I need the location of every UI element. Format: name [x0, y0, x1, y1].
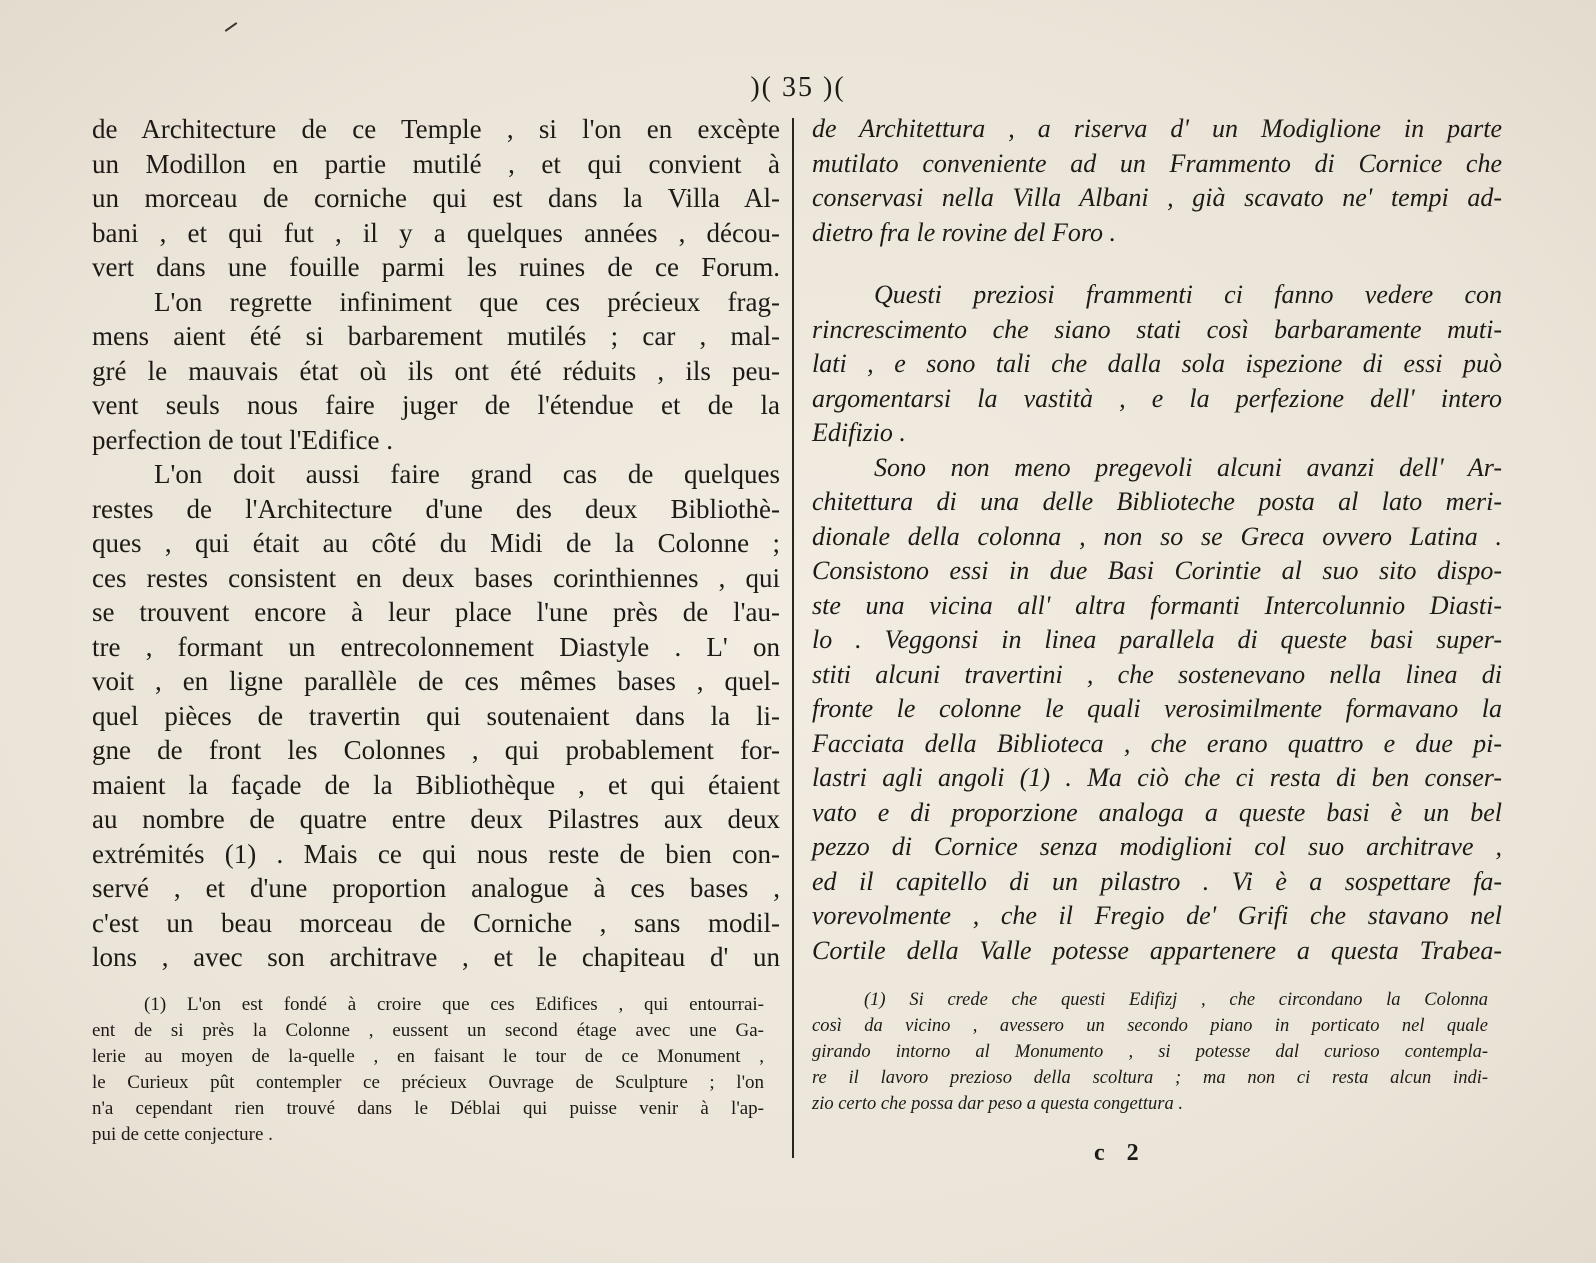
text-line: un Modillon en partie mutilé , et qui convient à	[92, 148, 780, 179]
text-line: lastri agli angoli (1) . Ma ciò che ci resta di ben conser-	[812, 763, 1502, 792]
text-line: se trouvent encore à leur place l'une près de l'au-	[92, 597, 780, 627]
paragraph	[812, 112, 1502, 250]
footnote-line: zio certo che possa dar peso a questa congettura .	[812, 1094, 1183, 1114]
column-divider	[792, 118, 794, 1158]
text-line: tre , formant un entrecolonnement Diastyle . L' on	[92, 631, 780, 662]
text-line: quel pièces de travertin qui soutenaient dans la li-	[92, 700, 780, 731]
text-line: de Architettura , a riserva d' un Modiglione in parte	[812, 114, 1502, 143]
text-line: c'est un beau morceau de Corniche , sans modil-	[92, 907, 780, 938]
text-line: pezzo di Cornice senza modiglioni col suo architrave ,	[812, 832, 1502, 861]
text-line: mutilato conveniente ad un Frammento di Cornice che	[812, 148, 1502, 178]
footnote-line: pui de cette conjecture .	[92, 1124, 273, 1145]
text-line: ed il capitello di un pilastro . Vi è a sospettare fa-	[812, 866, 1502, 896]
left-column-french	[92, 112, 780, 975]
text-line: servé , et d'une proportion analogue à ces bases ,	[92, 873, 780, 903]
page-number-header: )( 35 )(	[750, 72, 846, 103]
text-line: vato e di proporzione analoga a queste basi è un bel	[812, 797, 1502, 827]
text-line: ces restes consistent en deux bases corinthiennes , qui	[92, 562, 780, 593]
footnote-line: re il lavoro prezioso della scoltura ; ma non ci resta alcun indi-	[812, 1068, 1488, 1088]
paragraph	[92, 457, 780, 975]
text-line: gré le mauvais état où ils ont été réduits , ils peu-	[92, 355, 780, 386]
text-line: Sono non meno pregevoli alcuni avanzi dell' Ar-	[874, 452, 1502, 482]
footnote-french	[92, 992, 764, 1148]
text-line: fronte le colonne le quali verosimilmente formavano la	[812, 694, 1502, 723]
text-line: lati , e sono tali che dalla sola ispezione di essi può	[812, 349, 1502, 378]
paragraph	[92, 285, 780, 458]
text-line: conservasi nella Villa Albani , già scavato ne' tempi ad-	[812, 183, 1502, 212]
text-line: extrémités (1) . Mais ce qui nous reste de bien con-	[92, 838, 780, 869]
footnote-italian	[812, 987, 1488, 1117]
text-line: Questi preziosi frammenti ci fanno vedere con	[874, 280, 1502, 309]
text-line: L'on doit aussi faire grand cas de quelques	[154, 459, 780, 489]
text-line: stiti alcuni travertini , che sostenevano nella linea di	[812, 659, 1502, 689]
footnote-line: così da vicino , avessero un secondo piano in porticato nel quale	[812, 1016, 1488, 1036]
text-line: argomentarsi la vastità , e la perfezione dell' intero	[812, 383, 1502, 413]
paragraph	[92, 112, 780, 285]
text-line: Facciata della Biblioteca , che erano quattro e due pi-	[812, 728, 1502, 758]
paragraph	[812, 451, 1502, 969]
text-line: bani , et qui fut , il y a quelques années , décou-	[92, 217, 780, 248]
text-line: dionale della colonna , non so se Greca ovvero Latina .	[812, 521, 1502, 551]
text-line: L'on regrette infiniment que ces précieux frag-	[154, 286, 780, 317]
text-line: voit , en ligne parallèle de ces mêmes bases , quel-	[92, 666, 780, 696]
footnote-line: ent de si près la Colonne , eussent un second étage avec une Ga-	[92, 1020, 764, 1041]
signature-mark: c 2	[1094, 1140, 1147, 1166]
footnote-line: le Curieux pût contempler ce précieux Ouvrage de Sculpture ; l'on	[92, 1072, 764, 1093]
footnote-line: n'a cependant rien trouvé dans le Déblai qui puisse venir à l'ap-	[92, 1098, 764, 1119]
text-line: restes de l'Architecture d'une des deux Bibliothè-	[92, 493, 780, 524]
text-line: rincrescimento che siano stati così barbaramente muti-	[812, 314, 1502, 344]
footnote-line: girando intorno al Monumento , si potesse dal curioso contempla-	[812, 1042, 1488, 1062]
text-line: ste una vicina all' altra formanti Intercolunnio Diasti-	[812, 590, 1502, 620]
paragraph	[812, 278, 1502, 451]
text-line: un morceau de corniche qui est dans la Villa Al-	[92, 183, 780, 213]
text-line: au nombre de quatre entre deux Pilastres aux deux	[92, 804, 780, 834]
text-line: vorevolmente , che il Fregio de' Grifi che stavano nel	[812, 901, 1502, 930]
text-line: ques , qui était au côté du Midi de la Colonne ;	[92, 528, 780, 558]
text-line: lons , avec son architrave , et le chapiteau d' un	[92, 942, 780, 972]
text-line: chitettura di una delle Biblioteche posta al lato meri-	[812, 487, 1502, 516]
footnote-line: (1) Si crede che questi Edifizj , che circondano la Colonna	[864, 990, 1488, 1010]
footnote-line: (1) L'on est fondé à croire que ces Edifices , qui entourrai-	[144, 994, 764, 1015]
text-line: Cortile della Valle potesse appartenere a questa Trabea-	[812, 935, 1502, 965]
text-line: mens aient été si barbarement mutilés ; car , mal-	[92, 321, 780, 351]
text-line: Consistono essi in due Basi Corintie al suo sito dispo-	[812, 556, 1502, 585]
paragraph-gap	[812, 250, 1502, 278]
text-line: vent seuls nous faire juger de l'étendue et de la	[92, 390, 780, 420]
text-line: vert dans une fouille parmi les ruines de ce Forum.	[92, 252, 780, 282]
right-column-italian	[812, 112, 1502, 968]
text-line: dietro fra le rovine del Foro .	[812, 217, 1117, 247]
text-line: gne de front les Colonnes , qui probablement for-	[92, 735, 780, 765]
text-line: perfection de tout l'Edifice .	[92, 424, 393, 455]
text-line: de Architecture de ce Temple , si l'on en excèpte	[92, 114, 780, 144]
text-line: maient la façade de la Bibliothèque , et qui étaient	[92, 769, 780, 800]
text-line: Edifizio .	[812, 418, 906, 447]
footnote-line: lerie au moyen de la-quelle , en faisant le tour de ce Monument ,	[92, 1046, 764, 1067]
text-line: lo . Veggonsi in linea parallela di queste basi super-	[812, 625, 1502, 654]
